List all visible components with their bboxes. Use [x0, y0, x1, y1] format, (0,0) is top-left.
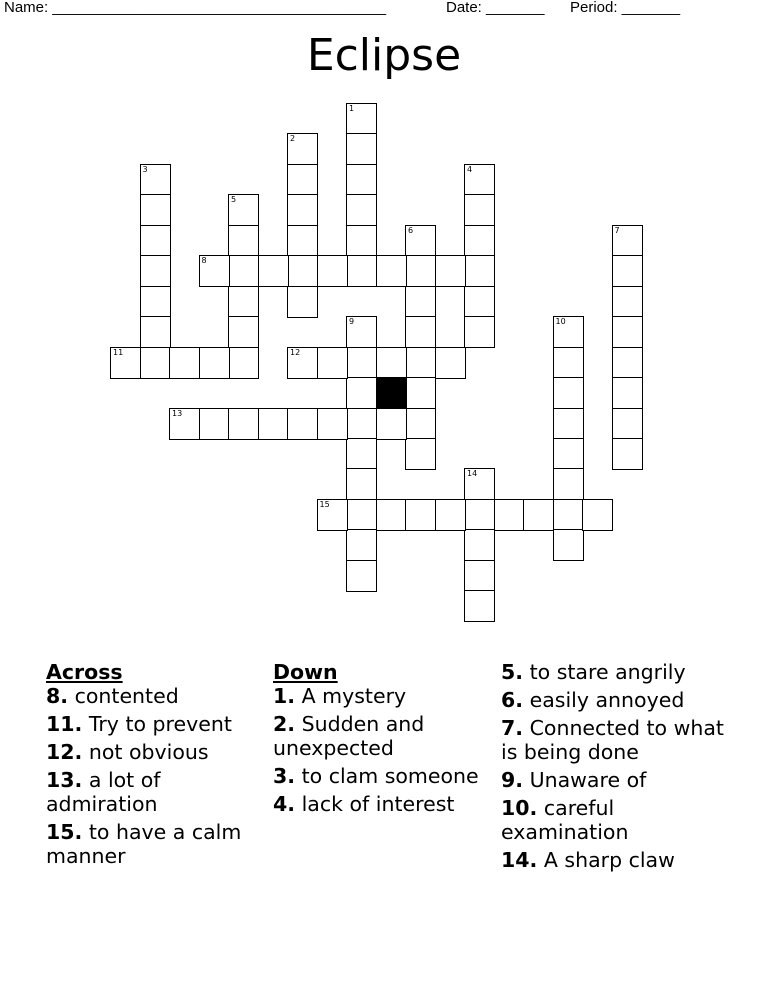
grid-cell[interactable] [405, 255, 436, 287]
cell-number: 6 [408, 225, 414, 235]
clue-number: 10. [501, 796, 538, 820]
grid-cell[interactable] [287, 286, 318, 318]
grid-cell[interactable] [553, 499, 584, 531]
clue-item [273, 684, 501, 708]
grid-cell[interactable] [287, 347, 318, 379]
black-cell [376, 377, 407, 409]
grid-cell[interactable] [228, 286, 259, 318]
clue-number: 13. [46, 768, 83, 792]
clue-text: not obvious [88, 740, 209, 764]
grid-cell[interactable] [405, 347, 436, 379]
clue-text: Try to prevent [88, 712, 232, 736]
grid-cell[interactable] [582, 499, 613, 531]
cell-number: 10 [555, 317, 566, 327]
grid-cell[interactable] [612, 408, 643, 440]
clue-number: 6. [501, 688, 524, 712]
clue-number: 3. [273, 764, 296, 788]
grid-cell[interactable] [435, 499, 466, 531]
grid-cell[interactable] [346, 316, 377, 348]
grid-cell[interactable] [553, 347, 584, 379]
grid-cell[interactable] [464, 529, 495, 561]
grid-cell[interactable] [287, 255, 318, 287]
clue-number: 11. [46, 712, 83, 736]
grid-cell[interactable] [169, 408, 200, 440]
grid-cell[interactable] [376, 499, 407, 531]
grid-cell[interactable] [346, 164, 377, 196]
clue-number: 9. [501, 768, 524, 792]
down-clues [273, 660, 501, 820]
grid-cell[interactable] [435, 255, 466, 287]
grid-cell[interactable] [317, 255, 348, 287]
grid-cell[interactable] [612, 438, 643, 470]
grid-cell[interactable] [287, 133, 318, 165]
down-clues-continued [501, 660, 729, 876]
grid-cell[interactable] [553, 438, 584, 470]
cell-number: 14 [467, 469, 478, 479]
grid-cell[interactable] [346, 103, 377, 135]
grid-cell[interactable] [405, 316, 436, 348]
clue-item [501, 848, 729, 872]
clue-item [46, 712, 274, 736]
grid-cell[interactable] [346, 529, 377, 561]
grid-cell[interactable] [405, 438, 436, 470]
cell-number: 13 [172, 408, 183, 418]
clue-number: 8. [46, 684, 69, 708]
grid-cell[interactable] [287, 194, 318, 226]
grid-cell[interactable] [553, 377, 584, 409]
grid-cell[interactable] [405, 286, 436, 318]
grid-cell[interactable] [553, 316, 584, 348]
grid-cell[interactable] [287, 408, 318, 440]
grid-cell[interactable] [553, 529, 584, 561]
clue-text: a lot of admiration [46, 768, 161, 816]
grid-cell[interactable] [405, 377, 436, 409]
clue-item [501, 768, 729, 792]
grid-cell[interactable] [228, 316, 259, 348]
grid-cell[interactable] [199, 255, 230, 287]
grid-cell[interactable] [287, 225, 318, 257]
grid-cell[interactable] [464, 194, 495, 226]
grid-cell[interactable] [258, 408, 289, 440]
clue-text: Sudden and unexpected [273, 712, 425, 760]
clue-number: 5. [501, 660, 524, 684]
clue-item [501, 716, 729, 764]
clue-text: contented [74, 684, 179, 708]
grid-cell[interactable] [258, 255, 289, 287]
clue-item [273, 792, 501, 816]
grid-cell[interactable] [346, 255, 377, 287]
clue-number: 7. [501, 716, 524, 740]
clue-item [273, 712, 501, 760]
grid-cell[interactable] [494, 499, 525, 531]
grid-cell[interactable] [346, 194, 377, 226]
cell-number: 3 [142, 164, 148, 174]
grid-cell[interactable] [140, 286, 171, 318]
clue-number: 2. [273, 712, 296, 736]
puzzle-title: Eclipse [306, 30, 462, 81]
clue-text: easily annoyed [529, 688, 685, 712]
grid-cell[interactable] [435, 347, 466, 379]
grid-cell[interactable] [464, 286, 495, 318]
across-clues [46, 660, 274, 872]
clue-text: Unaware of [529, 768, 647, 792]
cell-number: 7 [614, 225, 620, 235]
grid-cell[interactable] [287, 164, 318, 196]
clue-text: A sharp claw [543, 848, 675, 872]
grid-cell[interactable] [612, 255, 643, 287]
cell-number: 15 [319, 499, 330, 509]
clue-number: 12. [46, 740, 83, 764]
clue-text: to have a calm manner [46, 820, 242, 868]
grid-cell[interactable] [612, 225, 643, 257]
grid-cell[interactable] [464, 499, 495, 531]
cell-number: 12 [290, 347, 301, 357]
grid-cell[interactable] [140, 164, 171, 196]
cell-number: 8 [201, 256, 207, 266]
grid-cell[interactable] [464, 316, 495, 348]
grid-cell[interactable] [553, 408, 584, 440]
grid-cell[interactable] [228, 347, 259, 379]
grid-cell[interactable] [612, 316, 643, 348]
grid-cell[interactable] [464, 590, 495, 622]
grid-cell[interactable] [228, 255, 259, 287]
clue-item [273, 764, 501, 788]
grid-cell[interactable] [140, 255, 171, 287]
down-heading: Down [273, 660, 338, 684]
grid-cell[interactable] [140, 316, 171, 348]
grid-cell[interactable] [199, 347, 230, 379]
grid-cell[interactable] [346, 133, 377, 165]
cell-number: 4 [467, 164, 473, 174]
period-field[interactable]: Period: _______ [570, 0, 681, 16]
grid-cell[interactable] [464, 468, 495, 500]
clue-text: Connected to what is being done [501, 716, 724, 764]
grid-cell[interactable] [346, 347, 377, 379]
grid-cell[interactable] [376, 347, 407, 379]
grid-cell[interactable] [553, 468, 584, 500]
grid-cell[interactable] [317, 408, 348, 440]
grid-cell[interactable] [346, 377, 377, 409]
grid-cell[interactable] [346, 499, 377, 531]
grid-cell[interactable] [464, 164, 495, 196]
grid-cell[interactable] [317, 347, 348, 379]
grid-cell[interactable] [140, 347, 171, 379]
clue-item [46, 684, 274, 708]
grid-cell[interactable] [523, 499, 554, 531]
grid-cell[interactable] [464, 225, 495, 257]
cell-number: 5 [231, 195, 237, 205]
grid-cell[interactable] [405, 408, 436, 440]
grid-cell[interactable] [346, 408, 377, 440]
clue-text: A mystery [301, 684, 407, 708]
clue-text: to clam someone [301, 764, 479, 788]
grid-cell[interactable] [612, 377, 643, 409]
name-field[interactable]: Name: ________________________________________ [4, 0, 387, 16]
cell-number: 1 [349, 104, 355, 113]
grid-cell[interactable] [376, 408, 407, 440]
clue-text: careful examination [501, 796, 629, 844]
clue-number: 1. [273, 684, 296, 708]
cell-number: 9 [349, 317, 355, 327]
clue-item [46, 740, 274, 764]
grid-cell[interactable] [464, 255, 495, 287]
grid-cell[interactable] [228, 408, 259, 440]
across-heading: Across [46, 660, 123, 684]
clue-item [46, 820, 274, 868]
grid-cell[interactable] [464, 560, 495, 592]
clue-text: to stare angrily [529, 660, 686, 684]
clue-number: 14. [501, 848, 538, 872]
date-field[interactable]: Date: _______ [446, 0, 545, 16]
grid-cell[interactable] [110, 347, 141, 379]
clue-number: 15. [46, 820, 83, 844]
grid-cell[interactable] [346, 225, 377, 257]
cell-number: 11 [113, 347, 124, 357]
clue-item [501, 688, 729, 712]
grid-cell[interactable] [317, 499, 348, 531]
grid-cell[interactable] [140, 194, 171, 226]
grid-cell[interactable] [140, 225, 171, 257]
clue-item [501, 660, 729, 684]
grid-cell[interactable] [612, 347, 643, 379]
cell-number: 2 [290, 134, 296, 144]
grid-cell[interactable] [169, 347, 200, 379]
grid-cell[interactable] [612, 286, 643, 318]
clue-text: lack of interest [301, 792, 455, 816]
grid-cell[interactable] [228, 225, 259, 257]
grid-cell[interactable] [199, 408, 230, 440]
clue-number: 4. [273, 792, 296, 816]
grid-cell[interactable] [346, 468, 377, 500]
grid-cell[interactable] [228, 194, 259, 226]
grid-cell[interactable] [346, 438, 377, 470]
grid-cell[interactable] [405, 499, 436, 531]
grid-cell[interactable] [405, 225, 436, 257]
grid-cell[interactable] [376, 255, 407, 287]
clue-item [501, 796, 729, 844]
clue-item [46, 768, 274, 816]
grid-cell[interactable] [346, 560, 377, 592]
